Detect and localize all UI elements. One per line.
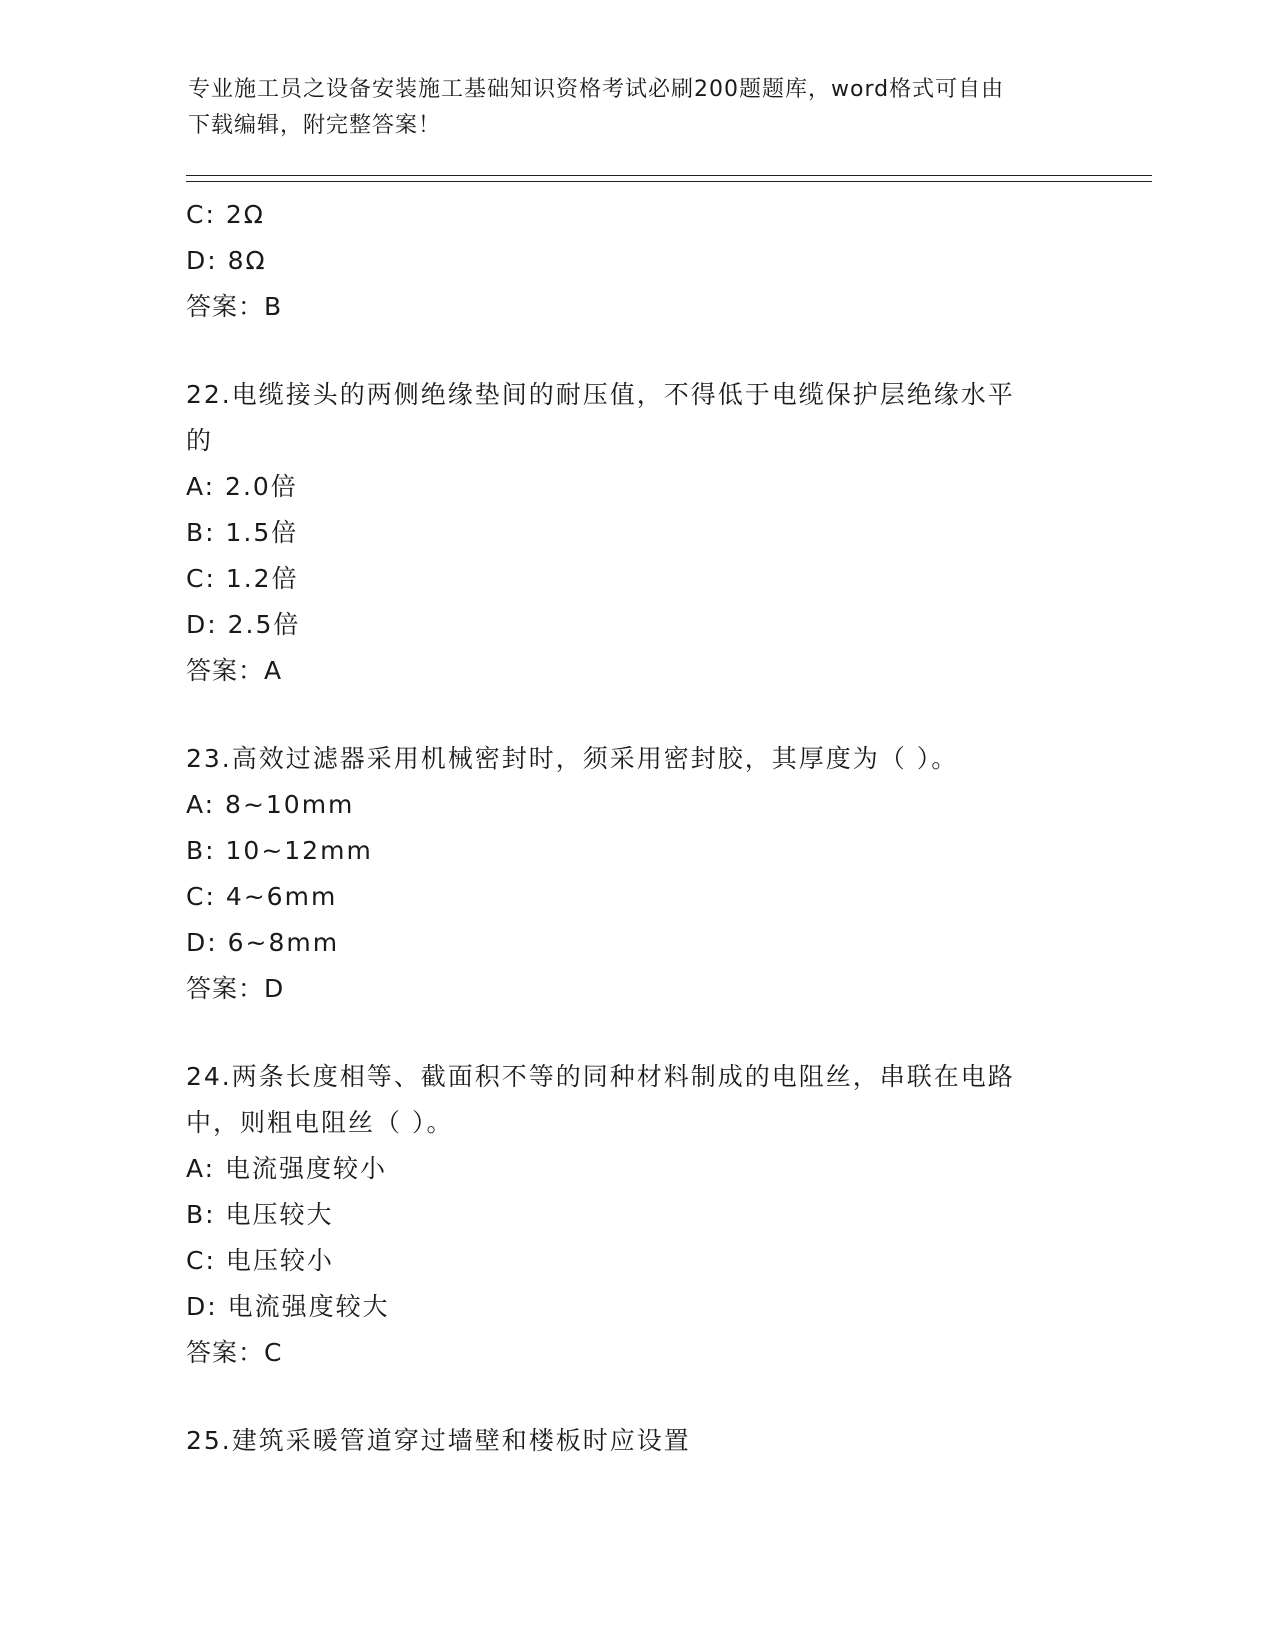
spacer xyxy=(186,694,1086,736)
question-text: 25.建筑采暖管道穿过墙壁和楼板时应设置 xyxy=(186,1426,691,1455)
option-c: C: 电压较小 xyxy=(186,1246,334,1275)
spacer xyxy=(186,1376,1086,1418)
answer-label: 答案：C xyxy=(186,1338,283,1367)
question-list xyxy=(186,192,1086,1464)
question-text: 的 xyxy=(186,426,214,455)
option-a: A: 8~10mm xyxy=(186,790,355,819)
option-b: B: 电压较大 xyxy=(186,1200,334,1229)
option-a: A: 电流强度较小 xyxy=(186,1154,388,1183)
option-d: D: 2.5倍 xyxy=(186,610,301,639)
question-block xyxy=(186,192,1086,330)
spacer xyxy=(186,1012,1086,1054)
option-b: B: 10~12mm xyxy=(186,836,373,865)
answer-label: 答案：B xyxy=(186,292,283,321)
option-b: B: 1.5倍 xyxy=(186,518,299,547)
header-line: 下载编辑，附完整答案！ xyxy=(188,113,442,138)
spacer xyxy=(186,330,1086,372)
question-block xyxy=(186,736,1086,1012)
header-divider xyxy=(186,181,1152,182)
document-header xyxy=(188,72,1068,144)
question-block xyxy=(186,1418,1086,1464)
option-c: C: 1.2倍 xyxy=(186,564,299,593)
option-d: D: 8Ω xyxy=(186,246,267,275)
question-block xyxy=(186,372,1086,694)
question-block xyxy=(186,1054,1086,1376)
header-divider xyxy=(186,175,1152,176)
question-text: 23.高效过滤器采用机械密封时，须采用密封胶，其厚度为（ ）。 xyxy=(186,744,959,773)
header-line: 专业施工员之设备安装施工基础知识资格考试必刷200题题库，word格式可自由 xyxy=(188,77,1005,102)
question-text: 中，则粗电阻丝（ ）。 xyxy=(186,1108,454,1137)
option-c: C: 2Ω xyxy=(186,200,265,229)
option-d: D: 6~8mm xyxy=(186,928,340,957)
answer-label: 答案：D xyxy=(186,974,285,1003)
option-d: D: 电流强度较大 xyxy=(186,1292,390,1321)
answer-label: 答案：A xyxy=(186,656,283,685)
question-text: 24.两条长度相等、截面积不等的同种材料制成的电阻丝，串联在电路 xyxy=(186,1062,1015,1091)
option-a: A: 2.0倍 xyxy=(186,472,298,501)
option-c: C: 4~6mm xyxy=(186,882,338,911)
question-text: 22.电缆接头的两侧绝缘垫间的耐压值，不得低于电缆保护层绝缘水平 xyxy=(186,380,1015,409)
